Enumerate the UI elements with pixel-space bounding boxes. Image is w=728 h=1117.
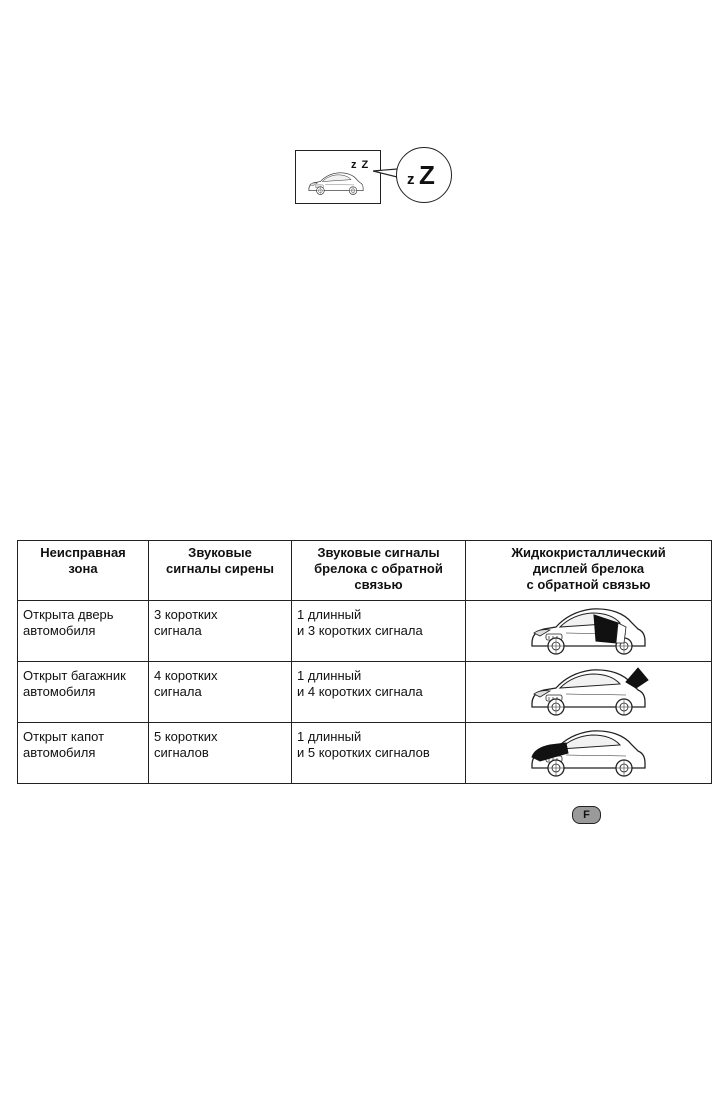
sleep-mode-figure — [295, 147, 455, 207]
cell-line: 1 длинный — [297, 729, 362, 744]
cell-line: сигнала — [154, 623, 202, 638]
small-zzz-text: z Z — [351, 159, 370, 171]
cell-line: Открыт капот — [23, 729, 105, 744]
header-line: Жидкокристаллический — [511, 545, 666, 560]
header-siren — [149, 541, 292, 601]
cell-line: автомобиля — [23, 684, 96, 699]
display-cell — [466, 723, 712, 784]
table-row — [18, 601, 712, 662]
siren-cell — [149, 723, 292, 784]
car-trunk-open-icon — [526, 664, 651, 718]
cell-line: и 4 коротких сигнала — [297, 684, 423, 699]
cell-line: 1 длинный — [297, 668, 362, 683]
table-row — [18, 723, 712, 784]
alarm-signals-table — [17, 540, 712, 784]
cell-line: 1 длинный — [297, 607, 362, 622]
sleeping-car-icon — [306, 167, 366, 199]
table-header-row — [18, 541, 712, 601]
zzz-small-letter: z — [407, 171, 415, 188]
header-line: брелока с обратной — [314, 561, 443, 576]
cell-line: сигнала — [154, 684, 202, 699]
zone-cell — [18, 662, 149, 723]
header-line: Звуковые — [188, 545, 252, 560]
siren-cell — [149, 662, 292, 723]
cell-line: Открыта дверь — [23, 607, 114, 622]
cell-line: и 5 коротких сигналов — [297, 745, 430, 760]
sleep-bubble — [396, 147, 452, 203]
display-cell — [466, 601, 712, 662]
cell-line: Открыт багажник — [23, 668, 126, 683]
zone-cell — [18, 723, 149, 784]
header-line: зона — [68, 561, 98, 576]
table-row — [18, 662, 712, 723]
cell-line: автомобиля — [23, 745, 96, 760]
siren-cell — [149, 601, 292, 662]
header-line: связью — [354, 577, 403, 592]
zone-cell — [18, 601, 149, 662]
cell-line: 3 коротких — [154, 607, 218, 622]
header-remote — [292, 541, 466, 601]
car-hood-open-icon — [526, 725, 651, 779]
header-zone — [18, 541, 149, 601]
remote-cell — [292, 723, 466, 784]
cell-line: 4 коротких — [154, 668, 218, 683]
header-line: Звуковые сигналы — [317, 545, 440, 560]
cell-line: и 3 коротких сигнала — [297, 623, 423, 638]
cell-line: 5 коротких — [154, 729, 218, 744]
section-badge: F — [572, 806, 601, 824]
header-line: Неисправная — [40, 545, 126, 560]
display-cell — [466, 662, 712, 723]
remote-cell — [292, 601, 466, 662]
header-line: с обратной связью — [526, 577, 651, 592]
cell-line: сигналов — [154, 745, 209, 760]
header-display — [466, 541, 712, 601]
big-zzz-text — [407, 160, 435, 191]
car-door-open-icon — [526, 603, 651, 657]
header-line: сигналы сирены — [165, 561, 275, 576]
remote-cell — [292, 662, 466, 723]
zzz-large-letter: Z — [418, 160, 435, 190]
cell-line: автомобиля — [23, 623, 96, 638]
header-line: дисплей брелока — [532, 561, 645, 576]
car-frame — [295, 150, 381, 204]
